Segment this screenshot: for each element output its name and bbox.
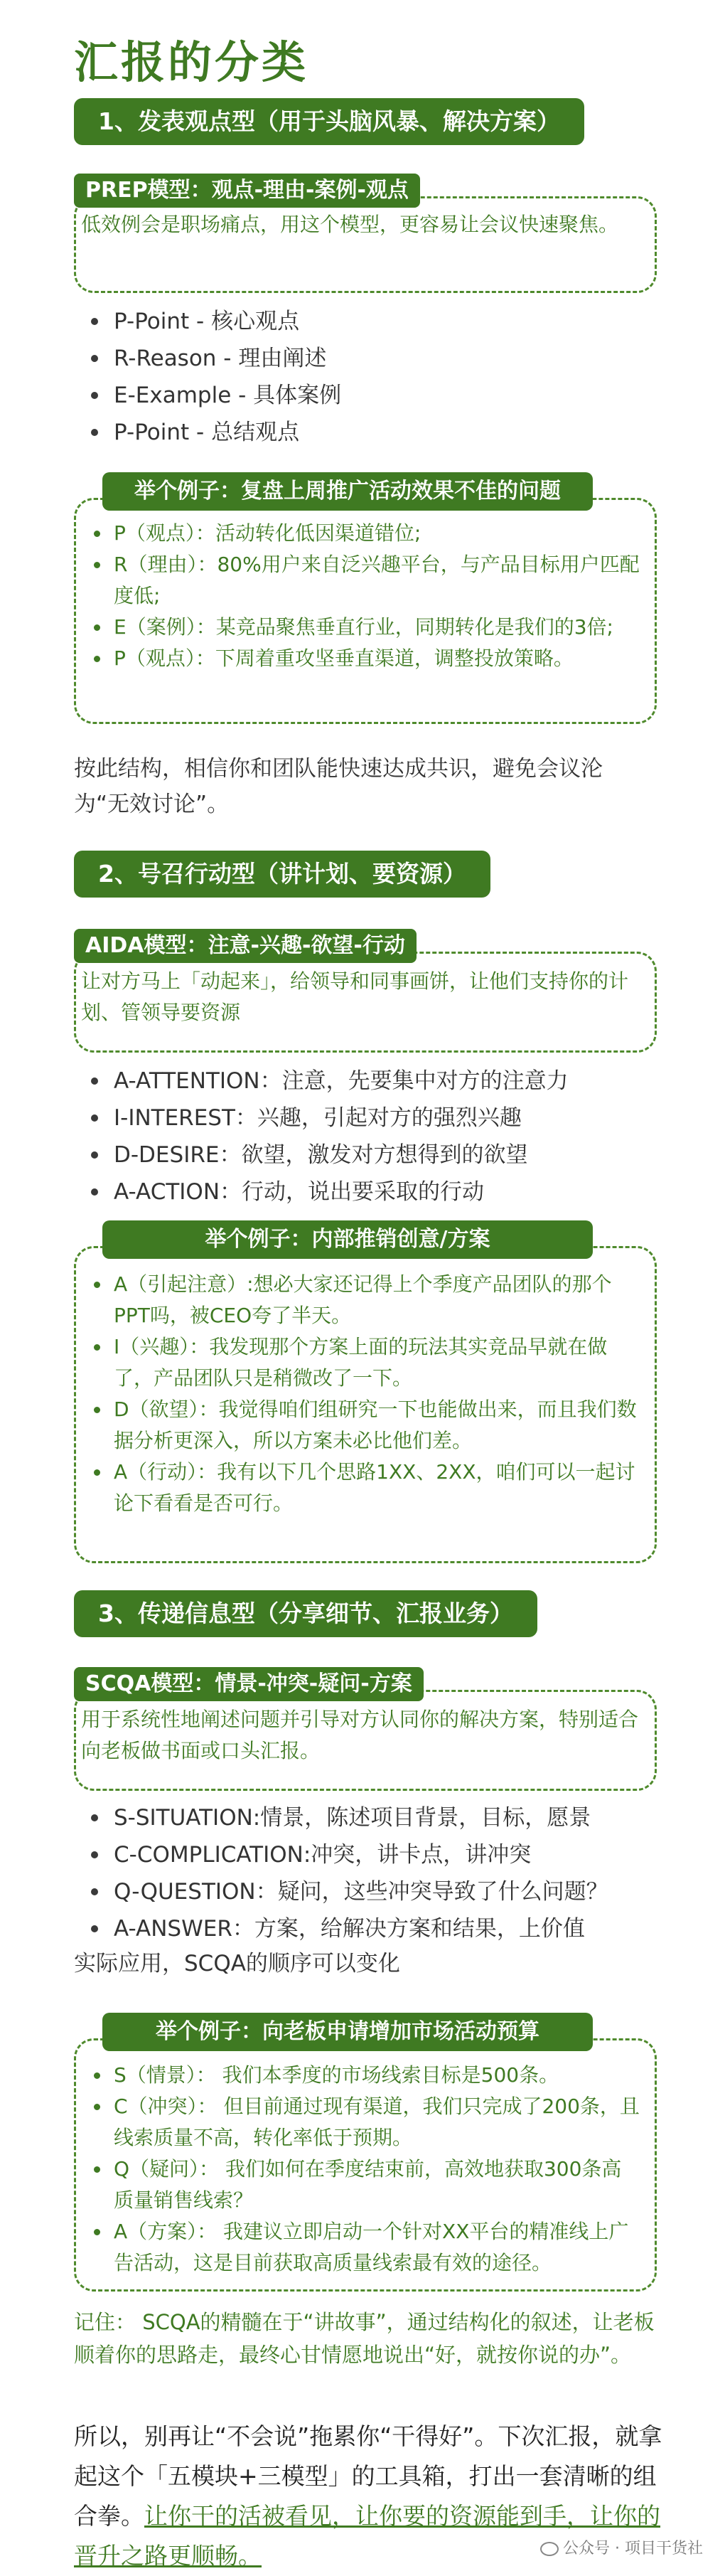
list-item: A-ANSWER：方案，给解决方案和结果，上价值 — [91, 1910, 608, 1947]
list-item: P-Point - 总结观点 — [91, 414, 341, 451]
list-item: E-Example - 具体案例 — [91, 377, 341, 414]
section-2-pill: 2、号召行动型（讲计划、要资源） — [74, 851, 490, 898]
example-1-list — [92, 518, 640, 674]
list-item: S（情景）： 我们本季度的市场线索目标是500条。 — [92, 2060, 640, 2091]
example-1-label: 举个例子：复盘上周推广活动效果不佳的问题 — [102, 472, 593, 511]
list-item: Q（疑问）： 我们如何在季度结束前，高效地获取300条高质量销售线索？ — [92, 2154, 640, 2216]
list-item: A（行动）：我有以下几个思路1XX、2XX，咱们可以一起讨论下看看是否可行。 — [92, 1457, 640, 1519]
prep-model-desc: 低效例会是职场痛点，用这个模型，更容易让会议快速聚焦。 — [81, 213, 619, 236]
aida-model-label: AIDA模型：注意-兴趣-欲望-行动 — [74, 929, 417, 963]
prep-bullet-list — [91, 303, 341, 451]
list-item: I-INTEREST：兴趣，引起对方的强烈兴趣 — [91, 1100, 569, 1137]
example-2-label: 举个例子：内部推销创意/方案 — [102, 1220, 593, 1259]
aida-model-desc: 让对方马上「动起来」，给领导和同事画饼，让他们支持你的计划、管领导要资源 — [81, 969, 629, 1024]
section-1-summary: 按此结构，相信你和团队能快速达成共识，避免会议沦为“无效讨论”。 — [74, 756, 603, 817]
example-2-list — [92, 1269, 640, 1519]
aida-bullet-list — [91, 1063, 569, 1210]
closing-highlight: 让你干的活被看见，让你要的资源能到手，让你的晋升之路更顺畅。 — [74, 2502, 660, 2570]
scqa-model-desc: 用于系统性地阐述问题并引导对方认同你的解决方案，特别适合向老板做书面或口头汇报。 — [81, 1708, 639, 1762]
list-item: A（方案）： 我建议立即启动一个针对XX平台的精准线上广告活动，这是目前获取高质量线索最有效的途径。 — [92, 2216, 640, 2279]
list-item: D-DESIRE：欲望，激发对方想得到的欲望 — [91, 1137, 569, 1173]
wechat-icon — [540, 2542, 559, 2556]
section-3-pill: 3、传递信息型（分享细节、汇报业务） — [74, 1590, 537, 1637]
scqa-model-label: SCQA模型：情景-冲突-疑问-方案 — [74, 1667, 424, 1701]
list-item: A（引起注意）:想必大家还记得上个季度产品团队的那个PPT吗，被CEO夸了半天。 — [92, 1269, 640, 1331]
section-1-pill: 1、发表观点型（用于头脑风暴、解决方案） — [74, 98, 584, 145]
list-item: S-SITUATION:情景，陈述项目背景，目标，愿景 — [91, 1799, 608, 1836]
list-item: E（案例）：某竞品聚焦垂直行业，同期转化是我们的3倍; — [92, 612, 640, 643]
list-item: R-Reason - 理由阐述 — [91, 340, 341, 377]
list-item: P（观点）：活动转化低因渠道错位; — [92, 518, 640, 549]
list-item: A-ATTENTION：注意，先要集中对方的注意力 — [91, 1063, 569, 1100]
list-item: A-ACTION：行动，说出要采取的行动 — [91, 1173, 569, 1210]
example-3-list — [92, 2060, 640, 2279]
watermark — [540, 2536, 703, 2558]
list-item: I（兴趣）：我发现那个方案上面的玩法其实竞品早就在做了，产品团队只是稍微改了一下。 — [92, 1331, 640, 1394]
page-title: 汇报的分类 — [74, 36, 309, 88]
list-item: P（观点）：下周着重攻坚垂直渠道，调整投放策略。 — [92, 643, 640, 674]
prep-model-label: PREP模型：观点-理由-案例-观点 — [74, 174, 420, 208]
list-item: P-Point - 核心观点 — [91, 303, 341, 340]
scqa-order-note: 实际应用，SCQA的顺序可以变化 — [74, 1951, 400, 1976]
list-item: C（冲突）： 但目前通过现有渠道，我们只完成了200条，且线索质量不高，转化率低于预期。 — [92, 2091, 640, 2154]
example-3-label: 举个例子：向老板申请增加市场活动预算 — [102, 2013, 593, 2051]
list-item: Q-QUESTION：疑问，这些冲突导致了什么问题？ — [91, 1873, 608, 1910]
watermark-text: 公众号 · 项目干货社 — [563, 2540, 703, 2558]
closing-text: 所以，别再让“不会说”拖累你“干得好”。下次汇报，就拿起这个「五模块+三模型」的工具箱，打出一套清晰的组合拳。 — [74, 2422, 662, 2530]
scqa-bullet-list — [91, 1799, 608, 1947]
list-item: C-COMPLICATION:冲突，讲卡点，讲冲突 — [91, 1836, 608, 1873]
list-item: R（理由）：80%用户来自泛兴趣平台，与产品目标用户匹配度低; — [92, 549, 640, 612]
scqa-remember-note: 记住： SCQA的精髓在于“讲故事”，通过结构化的叙述，让老板顺着你的思路走，最终心甘情愿地说出“好，就按你说的办”。 — [74, 2310, 655, 2367]
list-item: D（欲望）：我觉得咱们组研究一下也能做出来，而且我们数据分析更深入，所以方案未必比他们差。 — [92, 1394, 640, 1457]
